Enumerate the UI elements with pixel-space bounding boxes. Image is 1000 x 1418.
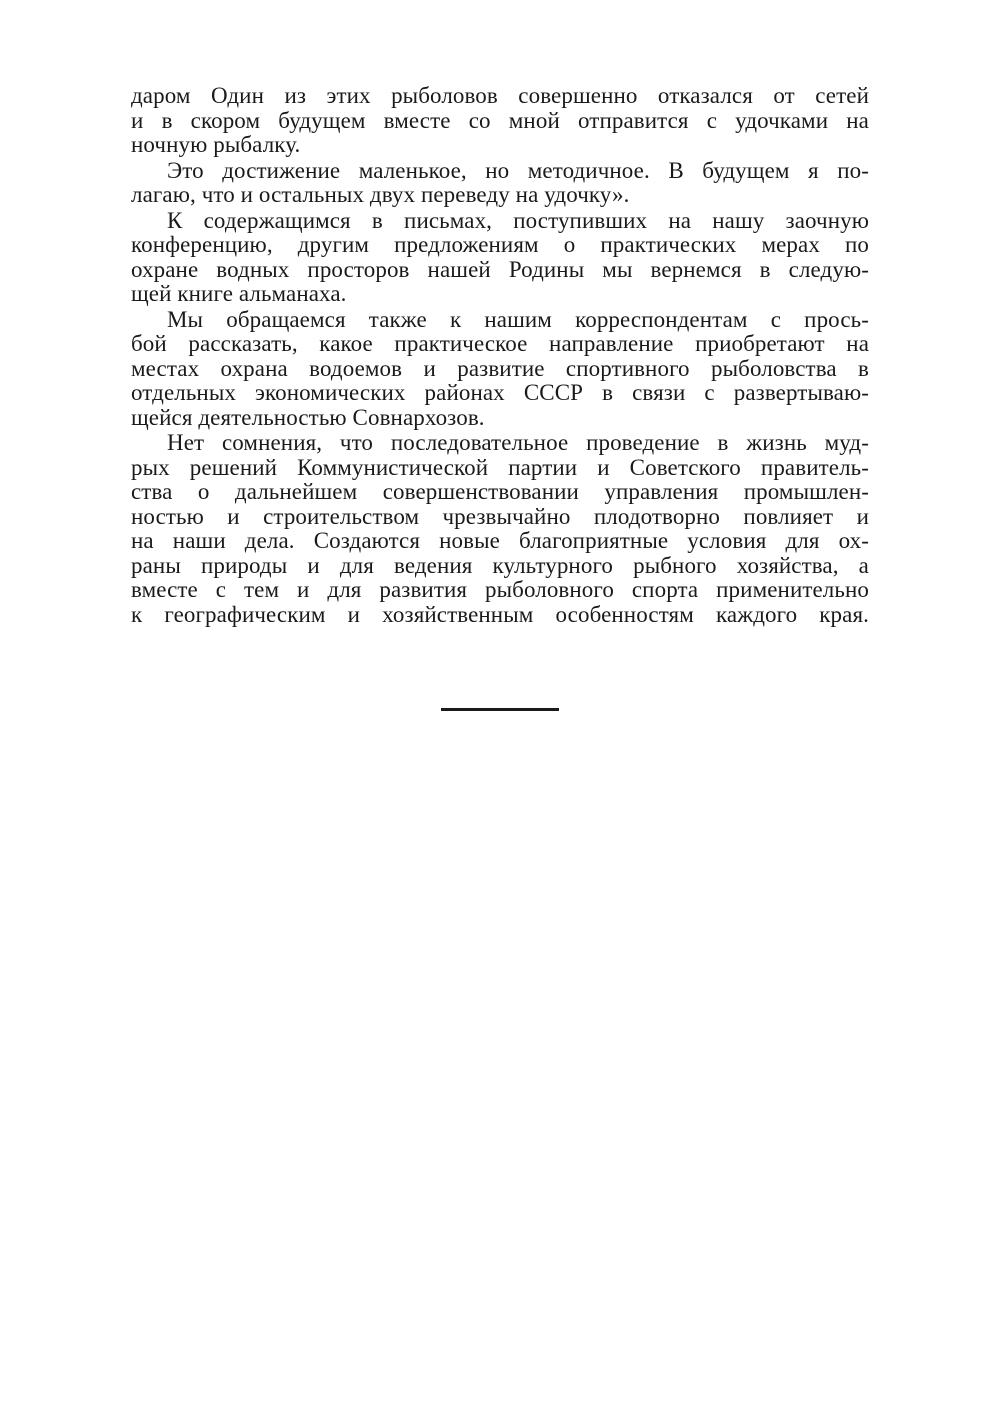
paragraph-3 (131, 209, 869, 307)
text-line: к географическим и хозяйственным особенностям каждого края. (131, 601, 869, 627)
paragraph-4 (131, 308, 869, 431)
text-line: щей книге альманаха. (131, 281, 347, 306)
text-line: местах охрана водоемов и развитие спортивного рыболовства в (131, 355, 869, 381)
text-line: Это достижение маленькое, но методичное. В будущем я по- (167, 157, 869, 183)
text-line: Мы обращаемся также к нашим корреспондентам с прось- (167, 306, 869, 332)
body-text (131, 84, 869, 627)
text-line: даром Один из этих рыболовов совершенно отказался от сетей (131, 83, 869, 108)
text-line: отдельных экономических районах СССР в связи с развертываю- (131, 380, 869, 405)
text-line: и в скором будущем вместе со мной отправится с удочками на (131, 107, 869, 133)
text-line: раны природы и для ведения культурного рыбного хозяйства, а (131, 552, 869, 578)
text-line: конференцию, другим предложениям о практических мерах по (131, 232, 869, 257)
text-line: на наши дела. Создаются новые благоприятные условия для ох- (131, 528, 869, 553)
section-end-rule (441, 708, 559, 711)
paragraph-2 (131, 159, 869, 208)
text-line: бой рассказать, какое практическое направление приобретают на (131, 331, 869, 356)
text-line: рых решений Коммунистической партии и Советского правитель- (131, 454, 869, 480)
text-line: К содержащимся в письмах, поступивших на нашу заочную (167, 207, 869, 233)
text-line: Нет сомнения, что последовательное проведение в жизнь муд- (167, 430, 869, 455)
text-line: щейся деятельностью Совнархозов. (131, 404, 485, 430)
text-line: ночную рыбалку. (131, 132, 301, 157)
text-line: ства о дальнейшем совершенствовании управления промышлен- (131, 479, 869, 504)
text-line: ностью и строительством чрезвычайно плодотворно повлияет и (131, 503, 869, 529)
text-line: охране водных просторов нашей Родины мы вернемся в следую- (131, 256, 869, 282)
text-line: вместе с тем и для развития рыболовного спорта применительно (131, 577, 869, 602)
paragraph-5 (131, 431, 869, 627)
paragraph-1 (131, 84, 869, 158)
text-line: лагаю, что и остальных двух переведу на удочку». (131, 182, 630, 207)
